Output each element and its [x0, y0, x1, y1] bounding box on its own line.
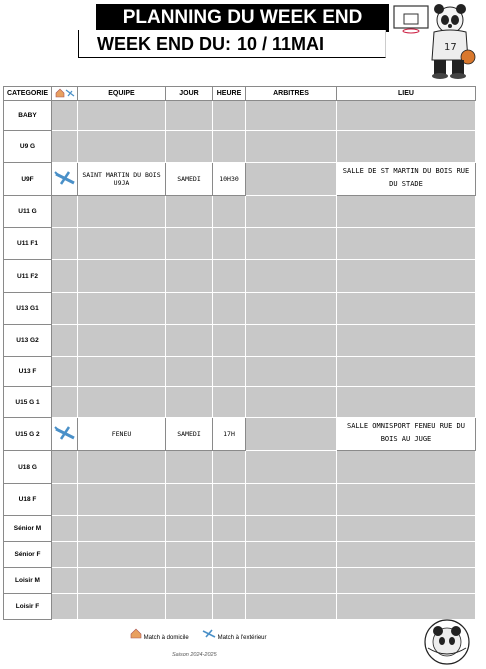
table-row: [4, 228, 476, 260]
cell-icon: [52, 542, 78, 568]
cell-jour: [166, 451, 213, 484]
table-row: [4, 516, 476, 542]
cell-heure: [213, 357, 246, 387]
cell-heure: [213, 293, 246, 325]
cell-lieu: SALLE DE ST MARTIN DU BOIS RUE DU STADE: [337, 163, 476, 196]
table-row: [4, 568, 476, 594]
table-row: [4, 387, 476, 418]
cell-categorie: U18 F: [4, 484, 52, 516]
cell-arbitres: [246, 568, 337, 594]
cell-heure: [213, 542, 246, 568]
cell-icon: [52, 451, 78, 484]
cell-icon: [52, 293, 78, 325]
cell-lieu: [337, 516, 476, 542]
cell-jour: [166, 260, 213, 293]
table-row: [4, 163, 476, 196]
cell-heure: [213, 325, 246, 357]
cell-jour: [166, 387, 213, 418]
cell-lieu: [337, 542, 476, 568]
column-header-equipe: EQUIPE: [78, 87, 166, 101]
cell-lieu: [337, 484, 476, 516]
cell-categorie: U13 G2: [4, 325, 52, 357]
cell-categorie: U15 G 1: [4, 387, 52, 418]
cell-icon: [52, 163, 78, 196]
cell-categorie: U11 F2: [4, 260, 52, 293]
cell-icon: [52, 228, 78, 260]
cell-lieu: [337, 357, 476, 387]
cell-equipe: [78, 484, 166, 516]
page-title: PLANNING DU WEEK END: [96, 4, 389, 32]
column-header-arbitres: ARBITRES: [246, 87, 337, 101]
cell-categorie: U9 G: [4, 131, 52, 163]
cell-categorie: U13 F: [4, 357, 52, 387]
cell-arbitres: [246, 484, 337, 516]
table-row: [4, 293, 476, 325]
cell-arbitres: [246, 101, 337, 131]
cell-lieu: [337, 228, 476, 260]
cell-arbitres: [246, 325, 337, 357]
cell-arbitres: [246, 357, 337, 387]
cell-arbitres: [246, 163, 337, 196]
cell-heure: [213, 131, 246, 163]
cell-jour: [166, 131, 213, 163]
cell-jour: SAMEDI: [166, 418, 213, 451]
cell-lieu: [337, 260, 476, 293]
cell-icon: [52, 131, 78, 163]
home-away-icon: [54, 87, 76, 98]
cell-heure: [213, 228, 246, 260]
cell-heure: [213, 387, 246, 418]
cell-equipe: [78, 516, 166, 542]
cell-equipe: FENEU: [78, 418, 166, 451]
cell-arbitres: [246, 131, 337, 163]
table-row: [4, 484, 476, 516]
cell-heure: [213, 101, 246, 131]
cell-jour: [166, 293, 213, 325]
table-row: [4, 131, 476, 163]
cell-categorie: U18 G: [4, 451, 52, 484]
cell-icon: [52, 418, 78, 451]
cell-equipe: [78, 594, 166, 620]
cell-equipe: [78, 131, 166, 163]
cell-categorie: Sénior F: [4, 542, 52, 568]
table-row: [4, 101, 476, 131]
legend-home: [130, 628, 189, 641]
cell-equipe: [78, 260, 166, 293]
cell-icon: [52, 357, 78, 387]
cell-equipe: [78, 451, 166, 484]
panda-mascot-icon: [392, 2, 480, 82]
cell-jour: [166, 516, 213, 542]
cell-equipe: [78, 387, 166, 418]
cell-categorie: U9F: [4, 163, 52, 196]
cell-icon: [52, 196, 78, 228]
cell-heure: 17H: [213, 418, 246, 451]
cell-heure: [213, 484, 246, 516]
cell-lieu: [337, 101, 476, 131]
cell-icon: [52, 484, 78, 516]
weekend-dates-value: 10 / 11MAI: [237, 34, 325, 54]
cell-arbitres: [246, 293, 337, 325]
cell-jour: [166, 196, 213, 228]
cell-jour: [166, 594, 213, 620]
cell-icon: [52, 260, 78, 293]
cell-lieu: [337, 196, 476, 228]
cell-lieu: [337, 131, 476, 163]
legend-home-label: Match à domicile: [143, 635, 189, 641]
cell-heure: [213, 568, 246, 594]
cell-equipe: [78, 542, 166, 568]
cell-categorie: U13 G1: [4, 293, 52, 325]
cell-heure: [213, 594, 246, 620]
cell-jour: [166, 325, 213, 357]
table-row: [4, 542, 476, 568]
cell-icon: [52, 101, 78, 131]
cell-arbitres: [246, 196, 337, 228]
cell-icon: [52, 594, 78, 620]
cell-arbitres: [246, 387, 337, 418]
cell-categorie: Sénior M: [4, 516, 52, 542]
column-header-heure: HEURE: [213, 87, 246, 101]
season-label: Saison 2024-2025: [172, 652, 217, 658]
cell-icon: [52, 325, 78, 357]
cell-arbitres: [246, 451, 337, 484]
cell-jour: [166, 101, 213, 131]
cell-lieu: [337, 387, 476, 418]
cell-icon: [52, 387, 78, 418]
cell-arbitres: [246, 260, 337, 293]
table-row: [4, 196, 476, 228]
cell-equipe: [78, 568, 166, 594]
cell-jour: [166, 228, 213, 260]
cell-lieu: [337, 325, 476, 357]
cell-categorie: U15 G 2: [4, 418, 52, 451]
cell-equipe: [78, 293, 166, 325]
cell-heure: 10H30: [213, 163, 246, 196]
cell-heure: [213, 196, 246, 228]
planning-table: [3, 86, 476, 620]
cell-arbitres: [246, 516, 337, 542]
cell-categorie: Loisir F: [4, 594, 52, 620]
table-row: [4, 357, 476, 387]
cell-arbitres: [246, 228, 337, 260]
cell-categorie: U11 G: [4, 196, 52, 228]
cell-icon: [52, 568, 78, 594]
cell-lieu: SALLE OMNISPORT FENEU RUE DU BOIS AU JUGE: [337, 418, 476, 451]
cell-jour: SAMEDI: [166, 163, 213, 196]
cell-jour: [166, 357, 213, 387]
cell-lieu: [337, 568, 476, 594]
column-header-lieu: LIEU: [337, 87, 476, 101]
cell-heure: [213, 260, 246, 293]
cell-equipe: [78, 228, 166, 260]
cell-equipe: SAINT MARTIN DU BOIS U9JA: [78, 163, 166, 196]
cell-equipe: [78, 357, 166, 387]
table-row: [4, 325, 476, 357]
cell-heure: [213, 451, 246, 484]
legend-away: [202, 628, 267, 641]
cell-categorie: Loisir M: [4, 568, 52, 594]
weekend-label: WEEK END DU:: [97, 34, 231, 54]
cell-equipe: [78, 196, 166, 228]
cell-heure: [213, 516, 246, 542]
cell-equipe: [78, 101, 166, 131]
house-icon: [130, 628, 142, 639]
column-header-jour: JOUR: [166, 87, 213, 101]
legend-away-label: Match à l'extérieur: [217, 635, 267, 641]
cell-arbitres: [246, 542, 337, 568]
plane-icon: [53, 437, 77, 445]
cell-lieu: [337, 451, 476, 484]
cell-lieu: [337, 293, 476, 325]
cell-jour: [166, 484, 213, 516]
column-header-icons: [52, 87, 78, 101]
cell-arbitres: [246, 594, 337, 620]
table-row: [4, 451, 476, 484]
column-header-categorie: CATEGORIE: [4, 87, 52, 101]
plane-icon: [202, 628, 216, 639]
table-row: [4, 260, 476, 293]
weekend-dates: [78, 30, 386, 58]
table-row: [4, 418, 476, 451]
cell-equipe: [78, 325, 166, 357]
plane-icon: [53, 182, 77, 190]
svg-text:17: 17: [444, 42, 457, 53]
cell-jour: [166, 568, 213, 594]
cell-arbitres: [246, 418, 337, 451]
cell-jour: [166, 542, 213, 568]
table-row: [4, 594, 476, 620]
cell-icon: [52, 516, 78, 542]
table-header-row: [4, 87, 476, 101]
cell-categorie: BABY: [4, 101, 52, 131]
club-logo-icon: [418, 614, 476, 666]
cell-categorie: U11 F1: [4, 228, 52, 260]
